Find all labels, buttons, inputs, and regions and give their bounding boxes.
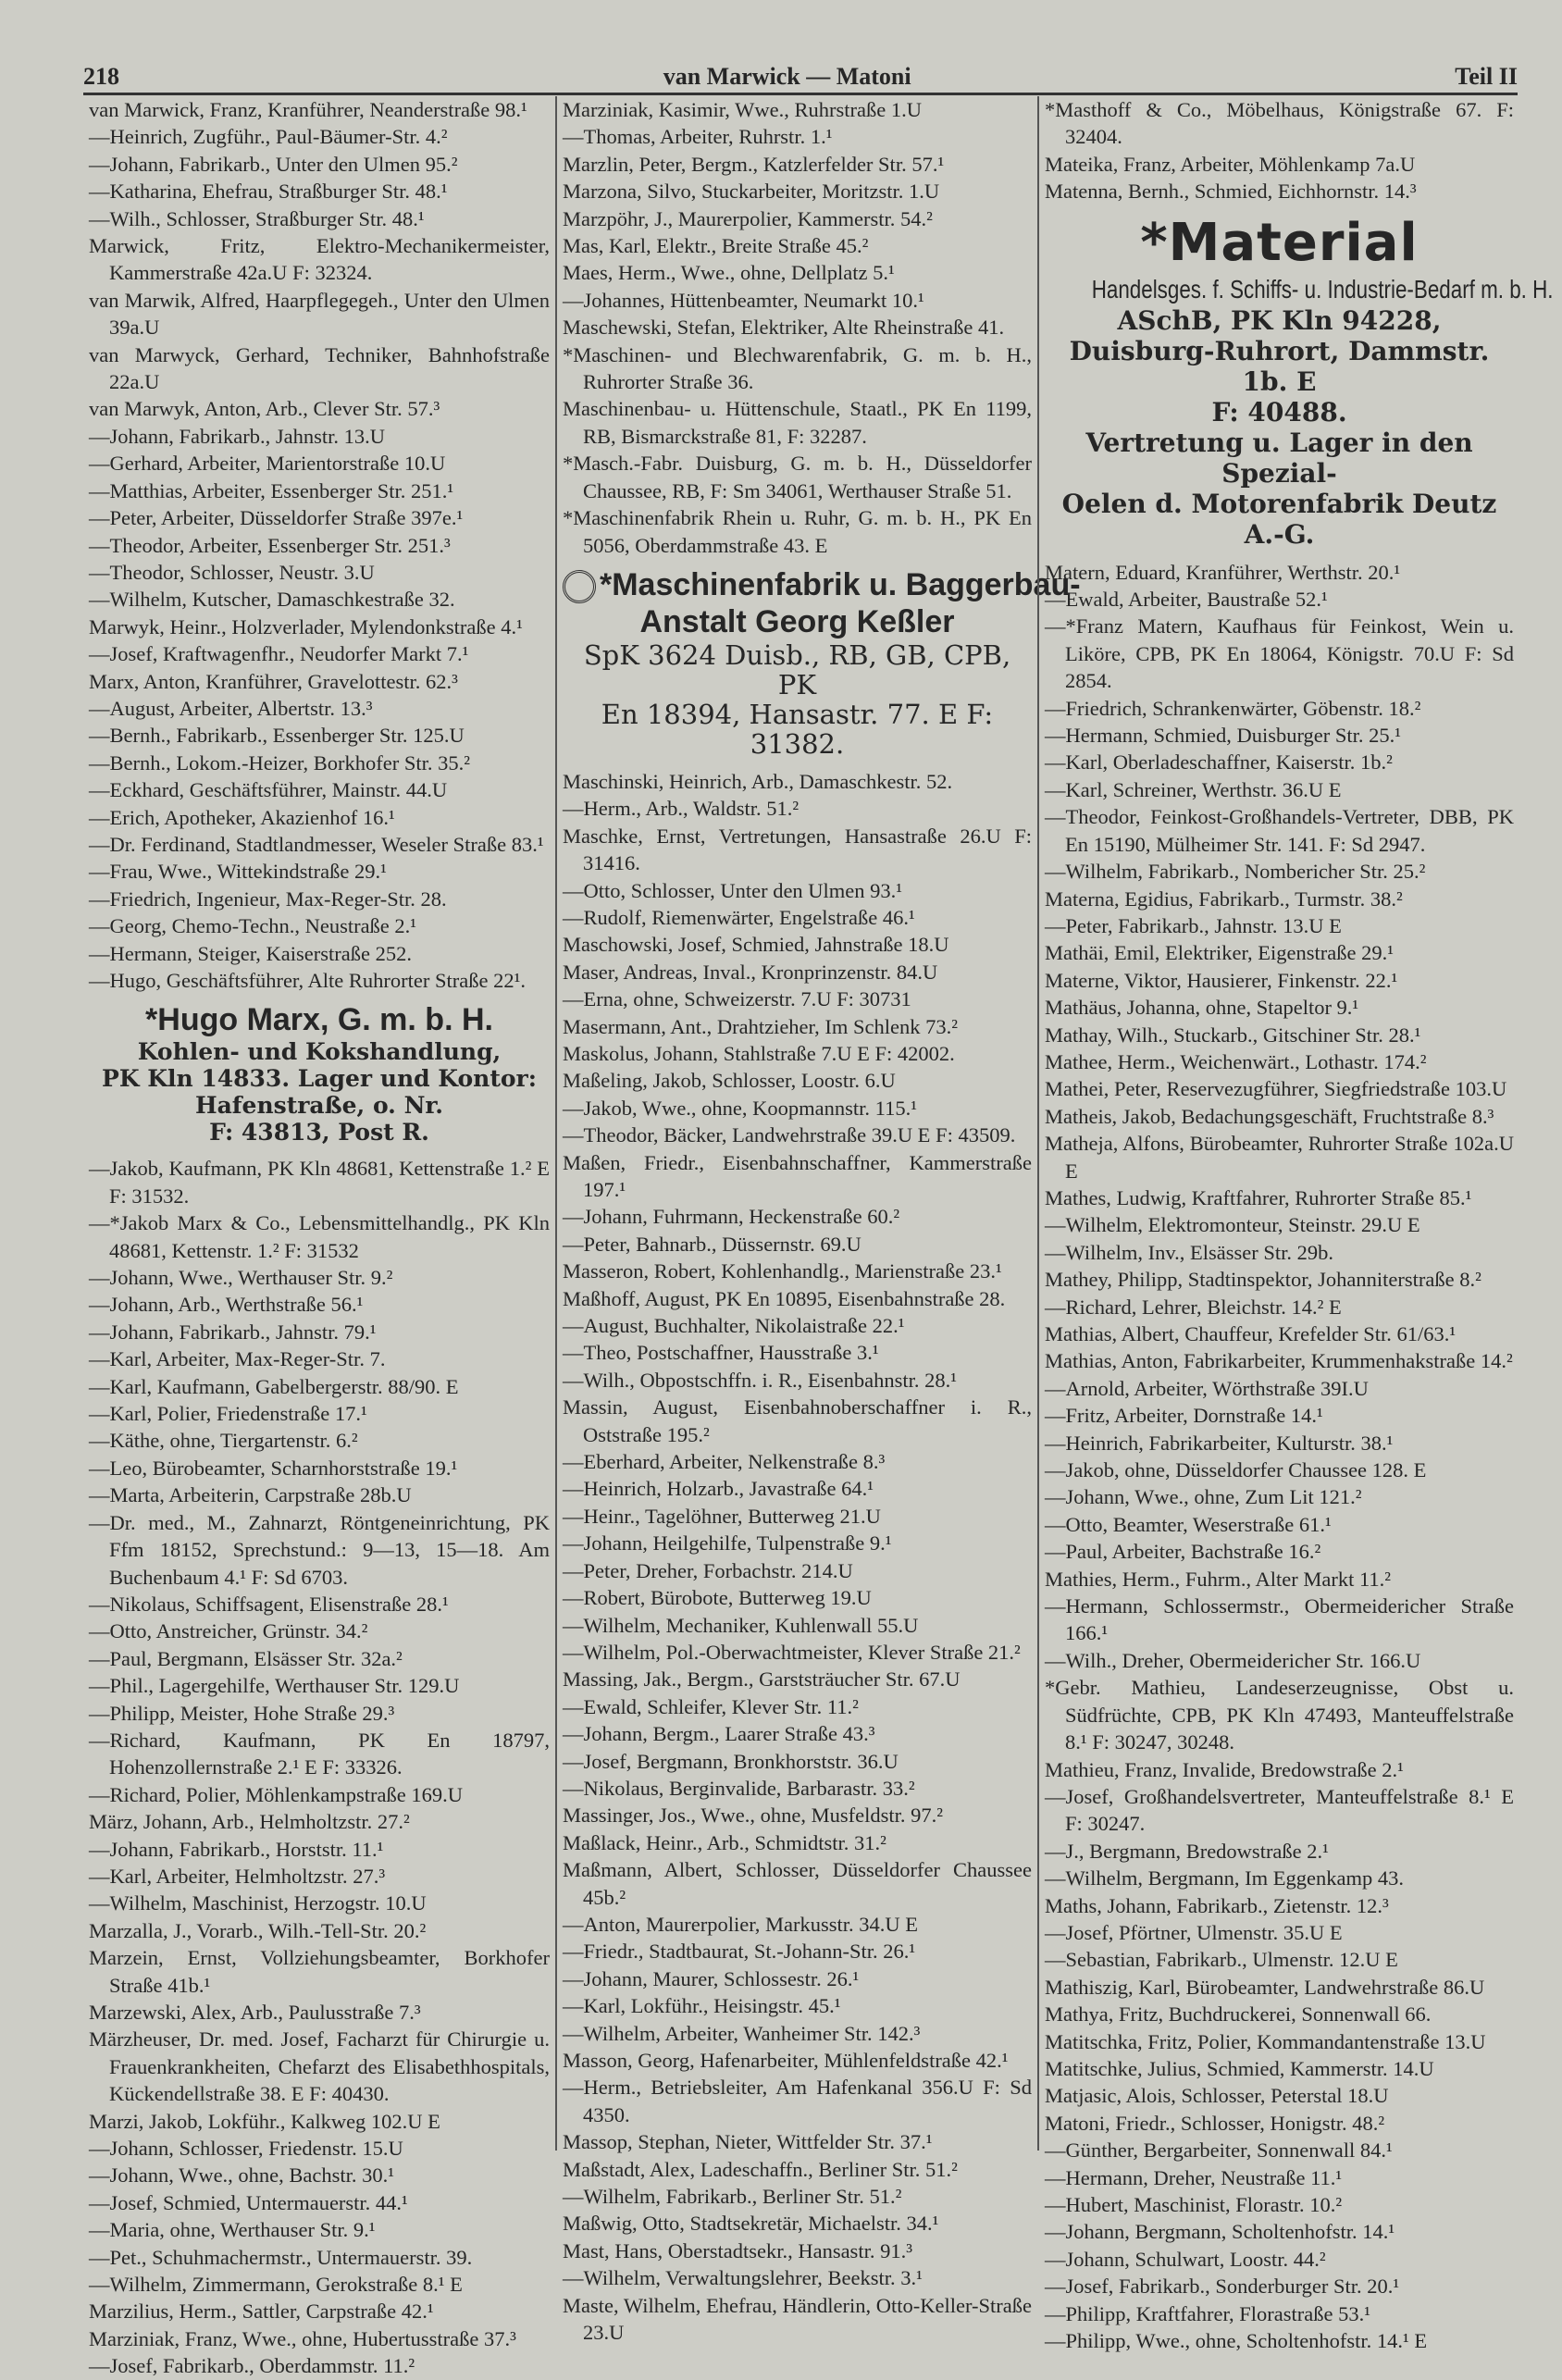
directory-entry: Mathies, Herm., Fuhrm., Alter Markt 11.² — [1045, 1567, 1391, 1591]
directory-entry: —Paul, Arbeiter, Bachstraße 16.² — [1045, 1540, 1321, 1564]
directory-entry: —Josef, Fabrikarb., Oberdammstr. 11.² — [89, 2354, 415, 2378]
directory-entry: —Josef, Bergmann, Bronkhorststr. 36.U — [563, 1749, 899, 1773]
directory-entry: Matheis, Jakob, Bedachungsgeschäft, Fruchtstraße 8.³ — [1045, 1104, 1494, 1128]
part-label: Teil II — [1455, 63, 1518, 90]
directory-entry: —Karl, Kaufmann, Gabelbergerstr. 88/90. E — [89, 1374, 459, 1398]
directory-entry: —August, Buchhalter, Nikolaistraße 22.¹ — [563, 1314, 905, 1338]
directory-entry: Mathiszig, Karl, Bürobeamter, Landwehrstraße 86.U — [1045, 1975, 1485, 1999]
directory-entry: —Georg, Chemo-Techn., Neustraße 2.¹ — [89, 914, 417, 938]
directory-entry: —Johann, Bergmann, Scholtenhofstr. 14.¹ — [1045, 2220, 1395, 2244]
directory-entry: —Otto, Beamter, Weserstraße 61.¹ — [1045, 1512, 1332, 1536]
directory-entry: —Hermann, Schmied, Duisburger Str. 25.¹ — [1045, 724, 1402, 748]
directory-entry: Maßlack, Heinr., Arb., Schmidtstr. 31.² — [563, 1830, 886, 1854]
advertisement-text: SpK 3624 Duisb., RB, GB, CPB, PK — [583, 638, 1011, 700]
column-1 — [83, 96, 555, 2378]
advertisement-line — [1045, 397, 1514, 428]
advertisement-line — [563, 566, 1081, 603]
advertisement-text: Vertretung u. Lager in den Spezial- — [1085, 427, 1473, 489]
directory-entry: —Theodor, Schlosser, Neustr. 3.U — [89, 560, 375, 584]
directory-entry: —Eckhard, Geschäftsführer, Mainstr. 44.U — [89, 778, 448, 802]
directory-entry: —Ewald, Arbeiter, Baustraße 52.¹ — [1045, 588, 1328, 612]
directory-entry: —Wilhelm, Fabrikarb., Berliner Str. 51.² — [563, 2185, 902, 2209]
directory-entry: Mathäi, Emil, Elektriker, Eigenstraße 29.¹ — [1045, 941, 1394, 965]
directory-entry: Mathee, Herm., Weichenwärt., Lothastr. 174.² — [1045, 1049, 1427, 1073]
directory-entry: —Katharina, Ehefrau, Straßburger Str. 48.¹ — [89, 180, 448, 204]
directory-entry: Matjasic, Alois, Schlosser, Peterstal 18.U — [1045, 2084, 1389, 2108]
directory-entry: Masson, Georg, Hafenarbeiter, Mühlenfeldstraße 42.¹ — [563, 2049, 1009, 2073]
directory-entry: —Nikolaus, Berginvalide, Barbarastr. 33.² — [563, 1776, 915, 1800]
directory-entry: Märzheuser, Dr. med. Josef, Facharzt für Chirurgie u. Frauenkrankheiten, Chefarzt des Elisabethhospitals, Kückendellstraße 38. E F: 40430. — [89, 2027, 550, 2106]
advertisement-text: F: 40488. — [1211, 396, 1347, 428]
directory-entry: —Herm., Arb., Waldstr. 51.² — [563, 797, 800, 821]
advertisement-line — [1045, 428, 1514, 489]
directory-entry: —Wilhelm, Mechaniker, Kuhlenwall 55.U — [563, 1613, 919, 1637]
directory-entry: *Maschinen- und Blechwarenfabrik, G. m. b. H., Ruhrorter Straße 36. — [563, 342, 1032, 394]
directory-entry: —Otto, Anstreicher, Grünstr. 34.² — [89, 1619, 368, 1643]
advertisement-text: PK Kln 14833. Lager und Kontor: — [102, 1065, 537, 1093]
directory-entry: Marzalla, J., Vorarb., Wilh.-Tell-Str. 20.² — [89, 1918, 427, 1942]
directory-entry: —Johann, Wwe., ohne, Zum Lit 121.² — [1045, 1485, 1362, 1509]
directory-entry: —Wilh., Obpostschffn. i. R., Eisenbahnstr. 28.¹ — [563, 1368, 958, 1392]
directory-entry: —Thomas, Arbeiter, Ruhrstr. 1.¹ — [563, 125, 833, 149]
advertisement-line — [89, 1001, 550, 1038]
directory-entry: —Karl, Arbeiter, Max-Reger-Str. 7. — [89, 1347, 386, 1371]
advertisement-hugo — [89, 1001, 550, 1146]
directory-entry: Marzewski, Alex, Arb., Paulusstraße 7.³ — [89, 2001, 421, 2024]
directory-entry: —Johann, Fabrikarb., Jahnstr. 13.U — [89, 424, 385, 448]
directory-entry: van Marwick, Franz, Kranführer, Neanderstraße 98.¹ — [89, 98, 527, 121]
advertisement-text: Anstalt Georg Keßler — [639, 603, 955, 639]
directory-entry: Mathay, Wilh., Stuckarb., Gitschiner Str. 28.¹ — [1045, 1023, 1421, 1047]
directory-entry: —Wilhelm, Pol.-Oberwachtmeister, Klever Straße 21.² — [563, 1640, 1021, 1664]
directory-entry: —Frau, Wwe., Wittekindstraße 29.¹ — [89, 860, 387, 884]
directory-entry: Marziniak, Kasimir, Wwe., Ruhrstraße 1.U — [563, 98, 922, 121]
advertisement-line — [89, 1065, 550, 1092]
directory-entry: —Josef, Kraftwagenfhr., Neudorfer Markt 7.¹ — [89, 642, 469, 666]
directory-entry: *Gebr. Mathieu, Landeserzeugnisse, Obst u. Südfrüchte, CPB, PK Kln 47493, Manteuffelstraße 8.¹ F: 30247, 30248. — [1045, 1676, 1514, 1754]
directory-entry: Marzona, Silvo, Stuckarbeiter, Moritzstr. 1.U — [563, 180, 940, 204]
directory-entry: —Paul, Bergmann, Elsässer Str. 32a.² — [89, 1646, 403, 1670]
directory-entry: Mathya, Fritz, Buchdruckerei, Sonnenwall 66. — [1045, 2002, 1432, 2027]
directory-entry: —Friedr., Stadtbaurat, St.-Johann-Str. 26.¹ — [563, 1940, 916, 1964]
directory-entry: —Theodor, Feinkost-Großhandels-Vertreter, DBB, PK En 15190, Mülheimer Str. 141. F: Sd 2947. — [1045, 805, 1514, 856]
directory-entry: —Wilhelm, Inv., Elsässer Str. 29b. — [1045, 1240, 1333, 1264]
directory-entry: —Johann, Fabrikarb., Unter den Ulmen 95.² — [89, 152, 458, 176]
directory-entry: —Phil., Lagergehilfe, Werthauser Str. 129.U — [89, 1674, 460, 1698]
directory-entry: —J., Bergmann, Bredowstraße 2.¹ — [1045, 1839, 1329, 1863]
directory-entry: —Friedrich, Schrankenwärter, Göbenstr. 18.² — [1045, 696, 1421, 720]
directory-entry: —Theo, Postschaffner, Hausstraße 3.¹ — [563, 1341, 879, 1365]
directory-entry: Matern, Eduard, Kranführer, Werthstr. 20.¹ — [1045, 560, 1401, 584]
directory-entry: Matheja, Alfons, Bürobeamter, Ruhrorter Straße 102a.U E — [1045, 1132, 1514, 1183]
directory-entry: —Günther, Bergarbeiter, Sonnenwall 84.¹ — [1045, 2138, 1393, 2163]
advertisement-text: *Maschinenfabrik u. Baggerbau- — [600, 566, 1081, 602]
directory-entry: Maschke, Ernst, Vertretungen, Hansastraße 26.U F: 31416. — [563, 824, 1032, 875]
directory-entry: —Karl, Lokführ., Heisingstr. 45.¹ — [563, 1994, 841, 2018]
directory-entry: —Fritz, Arbeiter, Dornstraße 14.¹ — [1045, 1404, 1323, 1428]
directory-entry: —Karl, Oberladeschaffner, Kaiserstr. 1b.² — [1045, 750, 1393, 775]
advertisement-line — [1045, 489, 1514, 550]
advertisement-text: Handelsges. f. Schiffs- u. Industrie-Bedarf m. b. H. — [1091, 274, 1554, 304]
directory-entry: Mathey, Philipp, Stadtinspektor, Johanniterstraße 8.² — [1045, 1268, 1481, 1292]
directory-entry: Mast, Hans, Oberstadtsekr., Hansastr. 91.³ — [563, 2238, 912, 2262]
directory-entry: —Dr. med., M., Zahnarzt, Röntgeneinrichtung, PK Ffm 18152, Sprechstund.: 9—13, 15—18. Am Buchenbaum 4.¹ F: Sd 6703. — [89, 1510, 550, 1589]
directory-entry: —Gerhard, Arbeiter, Marientorstraße 10.U — [89, 452, 446, 476]
directory-entry: —Wilhelm, Verwaltungslehrer, Beekstr. 3.¹ — [563, 2266, 923, 2290]
directory-entry: —Johannes, Hüttenbeamter, Neumarkt 10.¹ — [563, 288, 924, 312]
directory-entry: Marwyk, Heinr., Holzverlader, Mylendonkstraße 4.¹ — [89, 614, 523, 638]
directory-entry: —Karl, Polier, Friedenstraße 17.¹ — [89, 1402, 367, 1426]
directory-entry: —Heinrich, Holzarb., Javastraße 64.¹ — [563, 1477, 874, 1501]
directory-entry: —Peter, Bahnarb., Düssernstr. 69.U — [563, 1232, 862, 1256]
directory-entry: —Richard, Polier, Möhlenkampstraße 169.U — [89, 1782, 464, 1806]
page-title: van Marwick — Matoni — [663, 63, 911, 90]
directory-entry: Matoni, Friedr., Schlosser, Honigstr. 48.² — [1045, 2111, 1385, 2135]
advertisement-text: Hafenstraße, o. Nr. — [194, 1092, 444, 1120]
directory-entry: —Ewald, Schleifer, Klever Str. 11.² — [563, 1694, 859, 1718]
advertisement-text: Duisburg-Ruhrort, Dammstr. 1b. E — [1069, 335, 1490, 397]
directory-entry: —Pet., Schuhmachermstr., Untermauerstr. 39. — [89, 2245, 473, 2269]
wreath-icon — [563, 570, 596, 603]
directory-entry: —Johann, Wwe., Werthauser Str. 9.² — [89, 1266, 393, 1290]
advertisement-text: Oelen d. Motorenfabrik Deutz A.-G. — [1061, 488, 1497, 550]
advertisement-text: F: 43813, Post R. — [209, 1119, 429, 1147]
directory-columns — [83, 96, 1554, 2378]
advertisement-text: *Hugo Marx, G. m. b. H. — [145, 1002, 493, 1038]
directory-entry: —Erich, Apotheker, Akazienhof 16.¹ — [89, 805, 395, 829]
directory-entry: Maßeling, Jakob, Schlosser, Loostr. 6.U — [563, 1069, 896, 1093]
directory-entry: —Jakob, Wwe., ohne, Koopmannstr. 115.¹ — [563, 1096, 917, 1120]
advertisement-text: ASchB, PK Kln 94228, — [1117, 304, 1442, 336]
directory-entry: Marzpöhr, J., Maurerpolier, Kammerstr. 54.² — [563, 206, 933, 230]
directory-entry: Massinger, Jos., Wwe., ohne, Musfeldstr. 97.² — [563, 1804, 944, 1828]
directory-entry: Maschinenbau- u. Hüttenschule, Staatl., PK En 1199, RB, Bismarckstraße 81, F: 32287. — [563, 397, 1032, 448]
page-header — [83, 57, 1518, 95]
directory-entry: Maßen, Friedr., Eisenbahnschaffner, Kammerstraße 197.¹ — [563, 1150, 1032, 1202]
directory-entry: —Karl, Schreiner, Werthstr. 36.U E — [1045, 777, 1342, 801]
directory-entry: Marx, Anton, Kranführer, Gravelottestr. 62.³ — [89, 669, 458, 693]
directory-entry: —Otto, Schlosser, Unter den Ulmen 93.¹ — [563, 878, 903, 902]
directory-entry: Masermann, Ant., Drahtzieher, Im Schlenk 73.² — [563, 1014, 958, 1038]
advertisement-text: *Material — [1140, 212, 1419, 273]
directory-entry: —Leo, Bürobeamter, Scharnhorststraße 19.¹ — [89, 1456, 458, 1480]
directory-entry: Marwick, Fritz, Elektro-Mechanikermeister, Kammerstraße 42a.U F: 32324. — [89, 234, 550, 285]
directory-entry: Mateika, Franz, Arbeiter, Möhlenkamp 7a.U — [1045, 152, 1416, 176]
directory-entry: —Johann, Fabrikarb., Jahnstr. 79.¹ — [89, 1320, 377, 1344]
directory-entry: van Marwyck, Gerhard, Techniker, Bahnhofstraße 22a.U — [89, 342, 550, 394]
advertisement-line — [1091, 274, 1554, 305]
directory-entry: Materna, Egidius, Fabrikarb., Turmstr. 38.² — [1045, 886, 1403, 911]
directory-entry: Mathäus, Johanna, ohne, Stapeltor 9.¹ — [1045, 996, 1359, 1020]
advertisement-material — [1045, 212, 1554, 550]
advertisement-line — [89, 1119, 550, 1146]
directory-entry: Marzilius, Herm., Sattler, Carpstraße 42.¹ — [89, 2299, 434, 2324]
directory-entry: —Johann, Wwe., ohne, Bachstr. 30.¹ — [89, 2163, 395, 2188]
directory-entry: —Johann, Maurer, Schlossestr. 26.¹ — [563, 1966, 860, 1990]
directory-entry: Mathias, Albert, Chauffeur, Krefelder Str. 61/63.¹ — [1045, 1322, 1457, 1345]
directory-entry: Maths, Johann, Fabrikarb., Zietenstr. 12.³ — [1045, 1893, 1389, 1917]
directory-entry: —Hugo, Geschäftsführer, Alte Ruhrorter Straße 22¹. — [89, 969, 526, 992]
directory-entry: —Theodor, Bäcker, Landwehrstraße 39.U E F: 43509. — [563, 1123, 1016, 1147]
directory-entry: *Maschinenfabrik Rhein u. Ruhr, G. m. b. H., PK En 5056, Oberdammstraße 43. E — [563, 506, 1032, 557]
directory-entry: Maskolus, Johann, Stahlstraße 7.U E F: 42002. — [563, 1041, 955, 1065]
directory-entry: Mathei, Peter, Reservezugführer, Siegfriedstraße 103.U — [1045, 1077, 1507, 1101]
directory-entry: —Karl, Arbeiter, Helmholtzstr. 27.³ — [89, 1864, 386, 1888]
directory-entry: *Masthoff & Co., Möbelhaus, Königstraße 67. F: 32404. — [1045, 98, 1514, 149]
directory-entry: *Masch.-Fabr. Duisburg, G. m. b. H., Düsseldorfer Chaussee, RB, F: Sm 34061, Werthauser Straße 51. — [563, 452, 1032, 502]
directory-entry: —Wilh., Schlosser, Straßburger Str. 48.¹ — [89, 206, 425, 230]
directory-entry: van Marwyk, Anton, Arb., Clever Str. 57.³ — [89, 397, 440, 421]
directory-entry: —Heinrich, Zugführ., Paul-Bäumer-Str. 4.² — [89, 125, 448, 149]
directory-entry: Matenna, Bernh., Schmied, Eichhornstr. 14.³ — [1045, 180, 1417, 204]
directory-entry: Maes, Herm., Wwe., ohne, Dellplatz 5.¹ — [563, 261, 895, 285]
directory-entry: —*Franz Matern, Kaufhaus für Feinkost, Wein u. Liköre, CPB, PK En 18064, Königstr. 70.U F: Sd 2854. — [1045, 614, 1514, 693]
directory-entry: —Matthias, Arbeiter, Essenberger Str. 251.¹ — [89, 478, 454, 502]
directory-entry: —Sebastian, Fabrikarb., Ulmenstr. 12.U E — [1045, 1948, 1398, 1972]
directory-entry: —Wilhelm, Arbeiter, Wanheimer Str. 142.³ — [563, 2021, 921, 2045]
directory-entry: —Jakob, Kaufmann, PK Kln 48681, Kettenstraße 1.² E F: 31532. — [89, 1157, 550, 1208]
directory-entry: —Käthe, ohne, Tiergartenstr. 6.² — [89, 1429, 358, 1453]
directory-entry: —Wilh., Dreher, Obermeidericher Str. 166.U — [1045, 1648, 1421, 1672]
directory-entry: —Johann, Heilgehilfe, Tulpenstraße 9.¹ — [563, 1531, 892, 1556]
directory-entry: Maßmann, Albert, Schlosser, Düsseldorfer Chaussee 45b.² — [563, 1858, 1032, 1909]
advertisement-line — [1045, 305, 1514, 336]
directory-entry: —Bernh., Fabrikarb., Essenberger Str. 125.U — [89, 724, 465, 748]
directory-entry: Maßwig, Otto, Stadtsekretär, Michaelstr. 34.¹ — [563, 2212, 939, 2236]
column-3 — [1037, 96, 1554, 2353]
directory-entry: Marzi, Jakob, Lokführ., Kalkweg 102.U E — [89, 2109, 440, 2133]
directory-entry: —Josef, Schmied, Untermauerstr. 44.¹ — [89, 2190, 408, 2214]
directory-entry: —Wilhelm, Kutscher, Damaschkestraße 32. — [89, 588, 455, 612]
directory-entry: —Hubert, Maschinist, Florastr. 10.² — [1045, 2193, 1343, 2216]
advertisement-text: En 18394, Hansastr. 77. E F: 31382. — [601, 698, 994, 760]
directory-entry: —August, Arbeiter, Albertstr. 13.³ — [89, 696, 373, 720]
directory-entry: —Wilhelm, Zimmermann, Gerokstraße 8.¹ E — [89, 2273, 463, 2297]
directory-entry: —Peter, Arbeiter, Düsseldorfer Straße 397e.¹ — [89, 506, 464, 530]
directory-entry: —Hermann, Schlossermstr., Obermeidericher Straße 166.¹ — [1045, 1594, 1514, 1645]
directory-entry: van Marwik, Alfred, Haarpflegegeh., Unter den Ulmen 39a.U — [89, 288, 550, 340]
directory-entry: —Johann, Arb., Werthstraße 56.¹ — [89, 1293, 364, 1317]
directory-entry: —Eberhard, Arbeiter, Nelkenstraße 8.³ — [563, 1450, 886, 1474]
directory-entry: —Josef, Pförtner, Ulmenstr. 35.U E — [1045, 1920, 1343, 1944]
directory-entry: —Peter, Fabrikarb., Jahnstr. 13.U E — [1045, 913, 1342, 937]
directory-entry: Mathes, Ludwig, Kraftfahrer, Ruhrorter Straße 85.¹ — [1045, 1185, 1472, 1209]
directory-entry: —Marta, Arbeiterin, Carpstraße 28b.U — [89, 1483, 412, 1507]
directory-entry: —Peter, Dreher, Forbachstr. 214.U — [563, 1558, 853, 1582]
directory-entry: —Robert, Bürobote, Butterweg 19.U — [563, 1586, 872, 1610]
directory-entry: März, Johann, Arb., Helmholtzstr. 27.² — [89, 1810, 410, 1834]
directory-entry: —Friedrich, Ingenieur, Max-Reger-Str. 28. — [89, 886, 447, 911]
directory-entry: —Johann, Bergm., Laarer Straße 43.³ — [563, 1722, 875, 1746]
advertisement-line — [89, 1038, 550, 1065]
directory-entry: —Bernh., Lokom.-Heizer, Borkhofer Str. 35.² — [89, 750, 471, 775]
advertisement-line — [89, 1092, 550, 1119]
directory-entry: Mathieu, Franz, Invalide, Bredowstraße 2.¹ — [1045, 1757, 1404, 1781]
directory-entry: —Johann, Fabrikarb., Horststr. 11.¹ — [89, 1837, 384, 1861]
directory-entry: Maschewski, Stefan, Elektriker, Alte Rheinstraße 41. — [563, 316, 1005, 340]
directory-entry: —Johann, Schulwart, Loostr. 44.² — [1045, 2247, 1326, 2271]
column-2 — [555, 96, 1081, 2345]
directory-entry: Maser, Andreas, Inval., Kronprinzenstr. 84.U — [563, 960, 938, 984]
directory-entry: Mas, Karl, Elektr., Breite Straße 45.² — [563, 234, 869, 258]
directory-entry: —Wilhelm, Maschinist, Herzogstr. 10.U — [89, 1891, 427, 1915]
directory-entry: —Wilhelm, Fabrikarb., Nombericher Str. 25.² — [1045, 860, 1426, 884]
directory-entry: —Josef, Fabrikarb., Sonderburger Str. 20.¹ — [1045, 2275, 1400, 2299]
directory-entry: Matitschke, Julius, Schmied, Kammerstr. 14.U — [1045, 2056, 1434, 2080]
page-number: 218 — [83, 63, 119, 90]
directory-entry: —Erna, ohne, Schweizerstr. 7.U F: 30731 — [563, 987, 911, 1011]
directory-entry: —Hermann, Steiger, Kaiserstraße 252. — [89, 941, 412, 965]
directory-entry: —Jakob, ohne, Düsseldorfer Chaussee 128. E — [1045, 1458, 1427, 1482]
directory-entry: Marziniak, Franz, Wwe., ohne, Hubertusstraße 37.³ — [89, 2326, 516, 2350]
directory-entry: Maßhoff, August, PK En 10895, Eisenbahnstraße 28. — [563, 1286, 1006, 1310]
directory-entry: —Theodor, Arbeiter, Essenberger Str. 251.³ — [89, 533, 451, 557]
directory-entry: Matitschka, Fritz, Polier, Kommandantenstraße 13.U — [1045, 2029, 1486, 2053]
directory-entry: —Johann, Fuhrmann, Heckenstraße 60.² — [563, 1205, 900, 1229]
advertisement-line — [563, 700, 1032, 759]
directory-entry: —Richard, Lehrer, Bleichstr. 14.² E — [1045, 1295, 1342, 1319]
directory-entry: Massin, August, Eisenbahnoberschaffner i. R., Oststraße 195.² — [563, 1395, 1032, 1446]
directory-entry: Maschowski, Josef, Schmied, Jahnstraße 18.U — [563, 933, 949, 957]
advertisement-line — [563, 603, 1032, 640]
advertisement-text: Kohlen- und Kokshandlung, — [137, 1038, 502, 1066]
directory-entry: —Richard, Kaufmann, PK En 18797, Hohenzollernstraße 2.¹ E F: 33326. — [89, 1728, 550, 1779]
directory-entry: —Philipp, Wwe., ohne, Scholtenhofstr. 14.¹ E — [1045, 2329, 1428, 2353]
directory-entry: —Anton, Maurerpolier, Markusstr. 34.U E — [563, 1912, 919, 1936]
directory-entry: —Rudolf, Riemenwärter, Engelstraße 46.¹ — [563, 905, 915, 929]
directory-entry: Mathias, Anton, Fabrikarbeiter, Krummenhakstraße 14.² — [1045, 1349, 1513, 1373]
directory-entry: Maschinski, Heinrich, Arb., Damaschkestr. 52. — [563, 769, 953, 793]
directory-entry: Masseron, Robert, Kohlenhandlg., Marienstraße 23.¹ — [563, 1259, 1002, 1283]
directory-entry: —Heinr., Tagelöhner, Butterweg 21.U — [563, 1504, 881, 1528]
directory-entry: Materne, Viktor, Hausierer, Finkenstr. 22.¹ — [1045, 968, 1398, 992]
directory-entry: —Nikolaus, Schiffsagent, Elisenstraße 28.¹ — [89, 1592, 449, 1616]
advertisement-kessler — [563, 566, 1081, 760]
advertisement-line — [563, 640, 1032, 700]
directory-entry: Marzlin, Peter, Bergm., Katzlerfelder Str. 57.¹ — [563, 152, 945, 176]
directory-entry: —Wilhelm, Bergmann, Im Eggenkamp 43. — [1045, 1866, 1404, 1890]
directory-entry: —Johann, Schlosser, Friedenstr. 15.U — [89, 2137, 403, 2161]
directory-entry: —Wilhelm, Elektromonteur, Steinstr. 29.U E — [1045, 1213, 1420, 1237]
directory-entry: Maßstadt, Alex, Ladeschaffn., Berliner Str. 51.² — [563, 2157, 958, 2181]
directory-entry: —Arnold, Arbeiter, Wörthstraße 39I.U — [1045, 1376, 1369, 1400]
directory-entry: Massing, Jak., Bergm., Garststräucher Str. 67.U — [563, 1667, 961, 1692]
directory-entry: —Dr. Ferdinand, Stadtlandmesser, Weseler Straße 83.¹ — [89, 832, 544, 856]
directory-entry: Marzein, Ernst, Vollziehungsbeamter, Borkhofer Straße 41b.¹ — [89, 1946, 550, 1997]
directory-entry: —Philipp, Kraftfahrer, Florastraße 53.¹ — [1045, 2301, 1371, 2325]
directory-entry: —Hermann, Dreher, Neustraße 11.¹ — [1045, 2165, 1343, 2189]
directory-entry: —Josef, Großhandelsvertreter, Manteuffelstraße 8.¹ E F: 30247. — [1045, 1784, 1514, 1836]
directory-entry: —Heinrich, Fabrikarbeiter, Kulturstr. 38.¹ — [1045, 1431, 1394, 1455]
directory-entry: —*Jakob Marx & Co., Lebensmittelhandlg., PK Kln 48681, Kettenstr. 1.² F: 31532 — [89, 1211, 550, 1262]
directory-entry: —Maria, ohne, Werthauser Str. 9.¹ — [89, 2218, 376, 2242]
advertisement-line — [1045, 213, 1514, 274]
directory-entry: —Philipp, Meister, Hohe Straße 29.³ — [89, 1701, 395, 1725]
advertisement-line — [1045, 336, 1514, 397]
directory-entry: Massop, Stephan, Nieter, Wittfelder Str. 37.¹ — [563, 2130, 933, 2154]
directory-entry: Maste, Wilhelm, Ehefrau, Händlerin, Otto-Keller-Straße 23.U — [563, 2293, 1032, 2345]
directory-entry: —Herm., Betriebsleiter, Am Hafenkanal 356.U F: Sd 4350. — [563, 2076, 1032, 2126]
